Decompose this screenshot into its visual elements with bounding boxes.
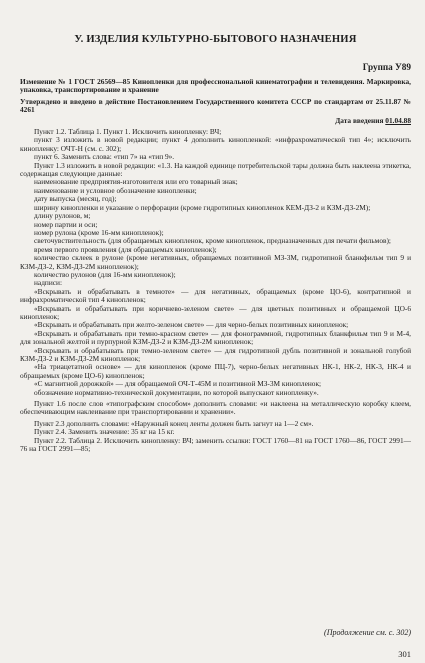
section-title: У. ИЗДЕЛИЯ КУЛЬТУРНО-БЫТОВОГО НАЗНАЧЕНИЯ bbox=[74, 34, 357, 45]
list-item: обозначение нормативно-технической документации, по которой выпускают кинопленку». bbox=[34, 387, 319, 397]
paragraph: Пункт 1.2. Таблица 1. Пункт 1. Исключить кинопленку: ВЧ; bbox=[34, 127, 222, 137]
list-item: «Вскрывать и обрабатывать при темно-красном свете» — для фонограммной, гидротипных бланкфильм тип 9 и М-4, для зональной желтой и пурпурной КЗМ-ДЗ-2 и КЗМ-ДЗ-2М кинопленок; bbox=[20, 328, 411, 347]
list-item: «Вскрывать и обрабатывать при темно-зеленом свете» — для гидротипной дубль позитивной и зональной голубой КЗМ-ДЗ-2 и КЗМ-ДЗ-2М кинопленок; bbox=[20, 345, 411, 363]
page-number: 301 bbox=[398, 649, 411, 659]
amendment-title: Изменение № 1 ГОСТ 26569—85 Кинопленки для профессиональной кинематографии и телевидения. Маркировка, упаковка, транспортирование и хранение bbox=[20, 77, 411, 95]
intro-date-line bbox=[20, 117, 411, 125]
list-item: «Вскрывать и обрабатывать в темноте» — для негативных, обращаемых (кроме ЦО-6), контратипной и инфрахроматической тип 4 кинопленок; bbox=[20, 286, 411, 305]
list-item: наименование и условное обозначение кинопленки; bbox=[34, 185, 197, 195]
paragraph: Пункт 2.3 дополнить словами: «Наружный конец ленты должен быть загнут на 1—2 см». bbox=[34, 418, 314, 428]
list-item: «Вскрывать и обрабатывать при желто-зеленом свете» — для черно-белых позитивных кинопленок; bbox=[34, 320, 349, 330]
list-item: «Вскрывать и обрабатывать при коричнево-зеленом свете» — для цветных позитивных и обращаемой ЦО-6 кинопленок; bbox=[20, 303, 411, 321]
list-item: время первого проявления (для обращаемых кинопленок); bbox=[34, 244, 217, 254]
paragraph: Пункт 2.2. Таблица 2. Исключить кинопленку: ВЧ; заменить ссылки: ГОСТ 1760—81 на ГОСТ 1760—86, ГОСТ 2991—76 на ГОСТ 2991—85; bbox=[20, 435, 411, 454]
list-item: надписи: bbox=[34, 278, 63, 288]
group-label: Группа У89 bbox=[362, 62, 411, 72]
list-item: ширину кинопленки и указание о перфорации (кроме гидротипных кинопленок КЕМ-ДЗ-2 и КЗМ-ДЗ-2М); bbox=[34, 202, 371, 212]
approval-statement: Утверждено и введено в действие Постановлением Государственного комитета СССР по стандартам от 25.11.87 № 4261 bbox=[20, 96, 411, 115]
list-item: «С магнитной дорожкой» — для обращаемой ОЧ-Т-45М и позитивной МЗ-3М кинопленок; bbox=[34, 379, 322, 389]
continuation-note: (Продолжение см. с. 302) bbox=[324, 628, 411, 637]
list-item: дату выпуска (месяц, год); bbox=[34, 194, 117, 204]
intro-date-label: Дата введения bbox=[335, 115, 384, 125]
document-body bbox=[20, 78, 411, 453]
list-item: количество склеек в рулоне (кроме негативных, обращаемых позитивной МЗ-3М, гидротипной бланкфильм тип 9 и КЗМ-ДЗ-2, КЗМ-ДЗ-2М кинопленок); bbox=[20, 253, 411, 271]
paragraph: Пункт 1.3 изложить в новой редакции: «1.3. На каждой единице потребительской тары должна быть наклеена этикетка, содержащая следующие данные: bbox=[20, 160, 411, 179]
list-item: длину рулонов, м; bbox=[34, 211, 91, 221]
list-item: наименование предприятия-изготовителя или его товарный знак; bbox=[34, 177, 238, 187]
list-item: светочувствительность (для обращаемых кинопленок, кроме кинопленок, предназначенных для печати фильмов); bbox=[34, 236, 391, 246]
paragraph: пункт 6. Заменить слова: «тип 7» на «тип 9». bbox=[34, 152, 175, 162]
list-item: количество рулонов (для 16-мм кинопленок); bbox=[34, 269, 176, 279]
list-item: «На триацетатной основе» — для кинопленок (кроме ПЦ-7), черно-белых негативных НК-1, НК-2, НК-3, НК-4 и обращаемых (кроме ЦО-6) кинопленок; bbox=[20, 362, 411, 380]
paragraph: Пункт 1.6 после слов «типографским способом» дополнить словами: «и наклеена на металлическую коробку клеем, обеспечивающим наклеивание при транспортировании и хранении». bbox=[20, 399, 411, 417]
list-item: номер партии и оси; bbox=[34, 219, 98, 229]
intro-date: 01.04.88 bbox=[385, 115, 411, 125]
paragraph: пункт 3 изложить в новой редакции; пункт 4 дополнить кинопленкой: «инфрахроматической тип 4»; исключить кинопленку: ОЧТ-Н (см. с. 302); bbox=[20, 135, 411, 153]
paragraph: Пункт 2.4. Заменить значение: 35 кг на 15 кг. bbox=[34, 427, 175, 437]
list-item: номер рулона (кроме 16-мм кинопленок); bbox=[34, 227, 164, 237]
